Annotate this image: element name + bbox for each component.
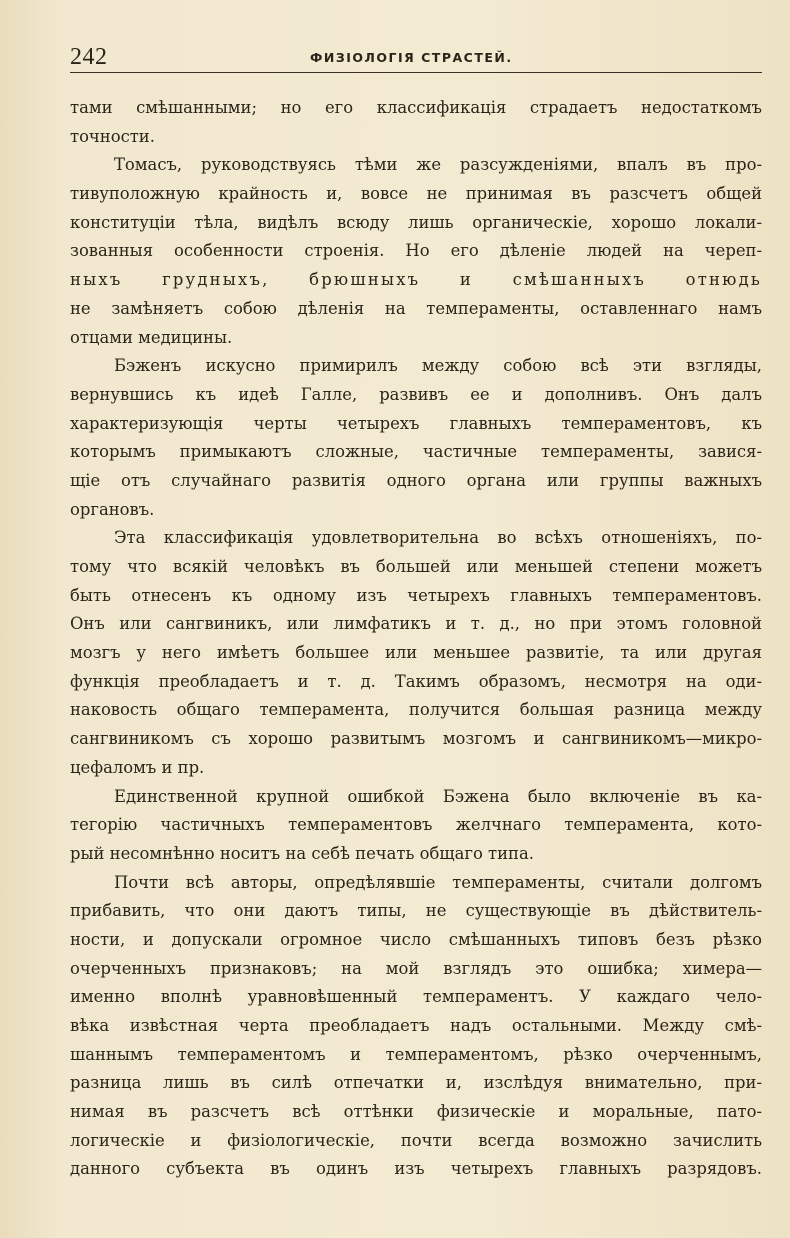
text-line: цефаломъ и пр. — [70, 757, 205, 777]
text-line: рый несомнѣнно носитъ на себѣ печать общаго типа. — [70, 843, 534, 863]
text-line: зованныя особенности строенія. Но его дѣленіе людей на череп- — [70, 241, 762, 261]
text-line: сангвиникомъ съ хорошо развитымъ мозгомъ и сангвиникомъ—микро- — [70, 729, 762, 749]
text-line: не замѣняетъ собою дѣленія на темпераменты, оставленнаго намъ — [70, 298, 762, 318]
text-line: именно вполнѣ уравновѣшенный темпераментъ. У каждаго чело- — [70, 987, 762, 1007]
text-line: прибавить, что они даютъ типы, не существующіе въ дѣйствитель- — [70, 901, 762, 921]
text-line: Почти всѣ авторы, опредѣлявшіе темпераменты, считали долгомъ — [114, 872, 762, 892]
text-line: Онъ или сангвиникъ, или лимфатикъ и т. д., но при этомъ головной — [70, 614, 762, 634]
text-line: тегорію частичныхъ темпераментовъ желчнаго темперамента, кото- — [70, 815, 762, 835]
page-number: 242 — [70, 44, 108, 70]
text-line: разница лишь въ силѣ отпечатки и, изслѣдуя внимательно, при- — [70, 1073, 762, 1093]
text-line: нимая въ разсчетъ всѣ оттѣнки физическіе и моральные, пато- — [70, 1102, 762, 1122]
text-line: очерченныхъ признаковъ; на мой взглядъ это ошибка; химера— — [70, 958, 762, 978]
text-line: вѣка извѣстная черта преобладаетъ надъ остальными. Между смѣ- — [70, 1016, 762, 1035]
running-title: ФИЗІОЛОГІЯ СТРАСТЕЙ. — [310, 50, 513, 65]
text-line: органовъ. — [70, 499, 155, 519]
text-line: быть отнесенъ къ одному изъ четырехъ главныхъ темпераментовъ. — [70, 585, 762, 605]
text-line: тому что всякій человѣкъ въ большей или меньшей степени можетъ — [70, 557, 762, 576]
text-line: тивуположную крайность и, вовсе не принимая въ разсчетъ общей — [70, 184, 762, 204]
text-line: которымъ примыкаютъ сложные, частичные темпераменты, завися- — [70, 442, 762, 462]
text-line: щіе отъ случайнаго развитія одного органа или группы важныхъ — [70, 470, 762, 490]
text-line: ности, и допускали огромное число смѣшанныхъ типовъ безъ рѣзко — [70, 929, 762, 949]
text-line: функція преобладаетъ и т. д. Такимъ образомъ, несмотря на оди- — [70, 671, 762, 691]
text-line: тами смѣшанными; но его классификація страдаетъ недостаткомъ — [70, 98, 762, 117]
text-line: Бэженъ искусно примирилъ между собою всѣ эти взгляды, — [114, 356, 762, 376]
text-line: Единственной крупной ошибкой Бэжена было включеніе въ ка- — [114, 786, 762, 806]
body-text — [70, 94, 762, 1184]
text-line: вернувшись къ идеѣ Галле, развивъ ее и дополнивъ. Онъ далъ — [70, 384, 762, 404]
text-line: Томасъ, руководствуясь тѣми же разсужденіями, впалъ въ про- — [114, 155, 762, 175]
text-line: логическіе и физіологическіе, почти всегда возможно зачислить — [70, 1130, 762, 1150]
text-line: данного субъекта въ одинъ изъ четырехъ главныхъ разрядовъ. — [70, 1159, 762, 1179]
text-line: шаннымъ темпераментомъ и темпераментомъ, рѣзко очерченнымъ, — [70, 1044, 762, 1064]
text-line: ныхъ грудныхъ, брюшныхъ и смѣшанныхъ отнюдь — [70, 270, 762, 290]
text-line: Эта классификація удовлетворительна во всѣхъ отношеніяхъ, по- — [114, 528, 762, 548]
header-rule — [70, 72, 762, 73]
text-line: конституціи тѣла, видѣлъ всюду лишь органическіе, хорошо локали- — [70, 212, 762, 232]
text-line: наковость общаго темперамента, получится большая разница между — [70, 700, 762, 720]
text-line: характеризующія черты четырехъ главныхъ темпераментовъ, къ — [70, 413, 762, 433]
text-line: точности. — [70, 126, 155, 146]
text-line: мозгъ у него имѣетъ большее или меньшее развитіе, та или другая — [70, 643, 762, 663]
text-line: отцами медицины. — [70, 327, 233, 347]
page-header — [70, 44, 762, 74]
